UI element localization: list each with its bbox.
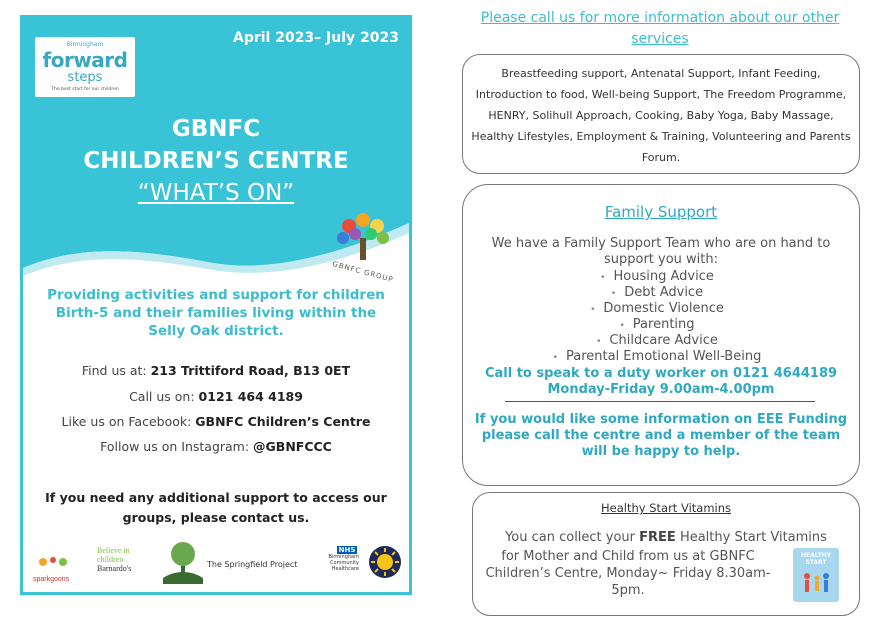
family-support-box [462, 184, 860, 486]
date-range: April 2023– July 2023 [232, 30, 399, 46]
address-value: 213 Trittiford Road, B13 0ET [150, 363, 351, 378]
bullet-icon: • [590, 305, 596, 315]
healthy-start-box [472, 492, 860, 616]
partner-logos [29, 538, 405, 592]
flyer-panel [20, 15, 412, 595]
free-label: FREE [639, 530, 676, 545]
title-childrens-centre: CHILDREN’S CENTRE [83, 148, 349, 174]
springfield-project-logo [163, 538, 313, 592]
divider [505, 401, 815, 402]
springfield-tree-icon [163, 538, 203, 584]
gbnfc-group-text: GBNFC GROUP [331, 260, 395, 284]
address-label: Find us at: [81, 363, 151, 378]
intro-text: Providing activities and support for children Birth-5 and their families living within the Selly Oak district. [47, 287, 385, 339]
family-support-item: • Debt Advice [610, 285, 704, 300]
bullet-icon: • [552, 353, 558, 363]
barnardos-line2: children [97, 555, 124, 564]
healthy-start-badge-text: HEALTHY START [800, 552, 832, 566]
phone-line [33, 389, 399, 404]
springfield-text: The Springfield Project [207, 560, 298, 569]
eee-funding-text: If you would like some information on EEE Funding please call the centre and a member of the team will be happy to help. [474, 412, 848, 459]
instagram-line [33, 439, 399, 454]
services-list-text: Breastfeeding support, Antenatal Support, Infant Feeding, Introduction to food, Well-being Support, The Freedom Programme, HENRY, Solihull Approach, Cooking, Baby Yoga, Baby Massage, Healthy Lifestyles, Employment & Training, Volunteering and Parents Forum. [471, 67, 851, 164]
nhs-sub1: Birmingham [328, 554, 359, 560]
healthy-start-details: for Mother and Child from us at GBNFC Children’s Centre, Monday~ Friday 8.30am-5pm. [485, 549, 771, 598]
phone-value: 0121 464 4189 [198, 389, 303, 404]
bullet-icon: • [619, 321, 625, 331]
logo-sub-text: steps [67, 70, 103, 85]
facebook-label: Like us on Facebook: [61, 414, 196, 429]
services-box [462, 54, 860, 174]
family-figures-icon [799, 570, 833, 598]
family-support-intro: We have a Family Support Team who are on hand to support you with: [491, 236, 831, 267]
sparkgoons-icon [33, 552, 93, 572]
address-line [33, 363, 399, 378]
instagram-label: Follow us on Instagram: [100, 439, 254, 454]
healthy-start-title: Healthy Start Vitamins [600, 501, 731, 515]
duty-worker-call-text: Call to speak to a duty worker on 0121 4644189 Monday-Friday 9.00am-4.00pm [484, 366, 838, 397]
forward-steps-logo [35, 37, 135, 97]
sun-emblem-icon [367, 540, 403, 588]
family-support-item: • Childcare Advice [596, 333, 718, 348]
logo-tagline: The best start for our children [51, 87, 119, 92]
instagram-value: @GBNFCCC [253, 439, 332, 454]
title-gbnfc: GBNFC [171, 116, 261, 142]
nhs-logo [315, 546, 359, 572]
barnardos-line3: Barnardo's [97, 564, 132, 573]
barnardos-logo [97, 546, 157, 573]
family-support-item: • Domestic Violence [590, 301, 724, 316]
barnardos-line1: Believe in [97, 546, 130, 555]
nhs-badge: NHS [338, 546, 356, 554]
sparkgoons-text: sparkgoons [33, 576, 70, 583]
bullet-icon: • [596, 337, 602, 347]
healthy-start-badge [793, 548, 839, 602]
family-support-item: • Housing Advice [600, 269, 714, 284]
facebook-line [33, 414, 399, 429]
family-support-item: • Parental Emotional Well-Being [552, 349, 762, 364]
phone-label: Call us on: [129, 389, 199, 404]
bullet-icon: • [610, 289, 617, 299]
nhs-sub2: Community Healthcare [330, 560, 359, 572]
healthy-start-line1: You can collect your FREE Healthy Start Vitamins [505, 530, 827, 545]
additional-support-text: If you need any additional support to access our groups, please contact us. [45, 490, 387, 525]
facebook-value: GBNFC Children’s Centre [195, 414, 371, 429]
logo-main-text: forward [42, 48, 128, 72]
call-for-information-heading: Please call us for more information about our other services [480, 10, 840, 47]
sparkgoons-logo [33, 552, 93, 583]
logo-top-text: Birmingham [66, 41, 104, 48]
title-whats-on: “WHAT’S ON” [137, 180, 295, 206]
bullet-icon: • [600, 273, 606, 283]
family-support-item: • Parenting [619, 317, 695, 332]
family-support-title: Family Support [604, 203, 718, 221]
